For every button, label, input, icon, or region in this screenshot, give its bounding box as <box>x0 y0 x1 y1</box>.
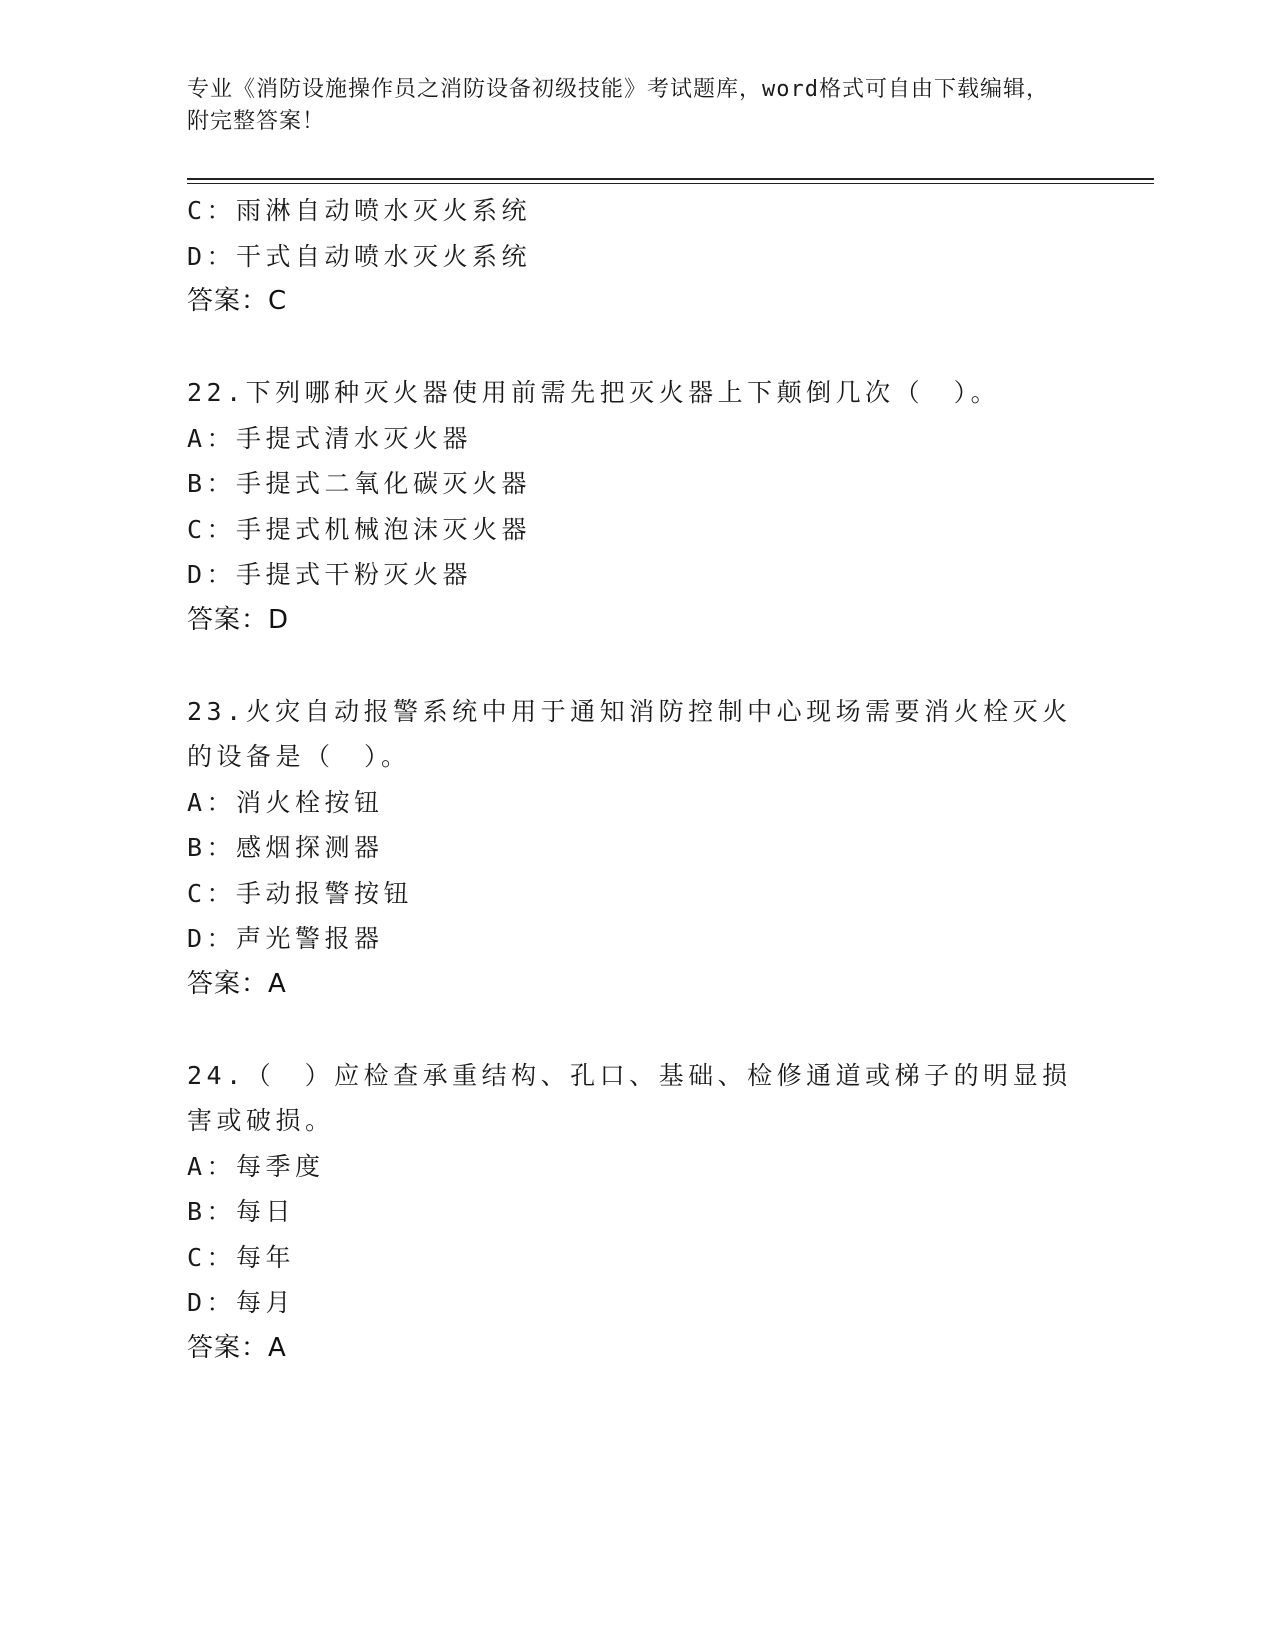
answer-line: 答案：D <box>187 604 290 635</box>
answer-line: 答案：A <box>187 1332 287 1363</box>
option-d: D：每月 <box>187 1288 296 1317</box>
option-b: B：感烟探测器 <box>187 833 384 862</box>
option-d: D：干式自动喷水灭火系统 <box>187 241 532 271</box>
answer-line: 答案：A <box>187 968 287 999</box>
answer-line: 答案：C <box>187 286 288 316</box>
option-a: A：每季度 <box>187 1151 325 1181</box>
header-divider-thin <box>187 183 1154 184</box>
option-c: C：每年 <box>187 1242 296 1272</box>
option-c: C：手提式机械泡沫灭火器 <box>187 514 532 544</box>
question-list <box>187 188 1087 1371</box>
option-b: B：手提式二氧化碳灭火器 <box>187 469 532 498</box>
option-d: D：手提式干粉灭火器 <box>187 560 473 589</box>
header-divider-thick <box>187 178 1154 180</box>
question-stem: 22.下列哪种灭火器使用前需先把灭火器上下颠倒几次（ ）。 <box>187 378 1001 407</box>
question-stem: 23.火灾自动报警系统中用于通知消防控制中心现场需要消火栓灭火的设备是（ ）。 <box>187 696 1072 771</box>
option-a: A：消火栓按钮 <box>187 787 384 817</box>
option-b: B：每日 <box>187 1197 296 1226</box>
option-c: C：手动报警按钮 <box>187 878 414 908</box>
question-stem: 24.（ ）应检查承重结构、孔口、基础、检修通道或梯子的明显损害或破损。 <box>187 1060 1072 1135</box>
option-d: D：声光警报器 <box>187 924 384 953</box>
option-a: A：手提式清水灭火器 <box>187 423 473 453</box>
option-c: C：雨淋自动喷水灭火系统 <box>187 196 532 225</box>
document-header: 专业《消防设施操作员之消防设备初级技能》考试题库，word格式可自由下载编辑，附完整答案！ <box>187 77 1049 134</box>
